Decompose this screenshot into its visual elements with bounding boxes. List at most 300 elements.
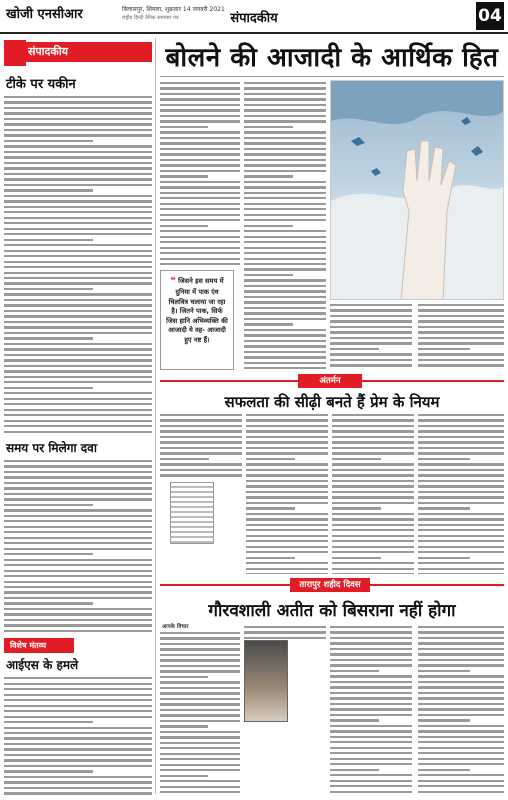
banner-title-1: सफलता की सीढ़ी बनते हैं प्रेम के नियम (224, 393, 440, 411)
text-line (160, 643, 240, 645)
text-line (4, 743, 152, 745)
text-line (160, 436, 242, 438)
text-line (4, 392, 152, 394)
text-line (4, 200, 152, 202)
text-line (244, 637, 326, 639)
b1-col-2 (246, 414, 328, 574)
text-line (418, 309, 504, 311)
text-line (4, 299, 152, 301)
text-line (4, 189, 93, 191)
text-line (330, 364, 412, 366)
text-line (244, 203, 326, 205)
text-line (160, 687, 240, 689)
text-line (244, 236, 326, 238)
text-line (332, 458, 381, 460)
text-line (160, 753, 240, 755)
headline-rule (160, 76, 504, 77)
section-title: संपादकीय (230, 11, 278, 26)
text-line (330, 648, 412, 650)
text-line (418, 730, 504, 732)
text-line (330, 348, 379, 350)
text-line (160, 164, 240, 166)
text-line (330, 653, 412, 655)
text-line (160, 236, 240, 238)
text-line (4, 195, 152, 197)
text-line (160, 252, 240, 254)
text-line (332, 425, 414, 427)
text-line (4, 694, 152, 696)
text-line (160, 709, 240, 711)
text-line (418, 664, 504, 666)
text-line (4, 162, 152, 164)
text-line (244, 279, 326, 281)
text-line (246, 419, 328, 421)
text-line (244, 159, 326, 161)
text-line (160, 208, 240, 210)
text-line (160, 676, 208, 678)
text-line (330, 714, 412, 716)
text-line (4, 184, 152, 186)
text-line (418, 741, 504, 743)
text-line (244, 197, 326, 199)
text-line (418, 648, 504, 650)
text-line (244, 312, 326, 314)
text-line (418, 320, 504, 322)
text-line (160, 654, 240, 656)
text-line (418, 458, 470, 460)
text-line (244, 626, 326, 628)
editorial-section-header (4, 38, 152, 68)
text-line (246, 463, 328, 465)
quote-mark-icon: ❝ (170, 276, 176, 286)
text-line (418, 502, 504, 504)
text-line (418, 769, 470, 771)
text-line (4, 759, 152, 761)
text-line (330, 774, 412, 776)
text-line (4, 737, 152, 739)
memorial-photo (244, 640, 288, 722)
text-line (160, 98, 240, 100)
text-line (332, 562, 414, 564)
text-line (160, 791, 240, 793)
text-line (332, 518, 414, 520)
text-line (4, 553, 93, 555)
editorial-title: टीके पर यकीन (6, 77, 76, 92)
text-line (418, 430, 504, 432)
text-line (418, 364, 504, 366)
text-line (418, 659, 504, 661)
text-line (418, 419, 504, 421)
pull-quote (160, 270, 234, 370)
text-line (4, 531, 152, 533)
text-line (244, 181, 326, 183)
text-line (418, 513, 504, 515)
text-line (244, 290, 326, 292)
text-line (160, 115, 240, 117)
text-line (418, 546, 504, 548)
text-line (330, 631, 412, 633)
text-line (332, 502, 414, 504)
text-line (160, 692, 240, 694)
text-line (244, 323, 293, 325)
text-line (246, 425, 328, 427)
text-line (244, 367, 326, 369)
text-line (4, 337, 93, 339)
text-line (4, 575, 152, 577)
text-line (4, 630, 152, 632)
text-line (4, 792, 152, 794)
text-line (332, 540, 414, 542)
text-line (160, 175, 208, 177)
text-line (160, 214, 240, 216)
text-line (244, 329, 326, 331)
text-line (330, 664, 412, 666)
text-line (418, 747, 504, 749)
text-line (246, 496, 328, 498)
text-line (330, 309, 412, 311)
edition-date: बिलासपुर, शिमला, शुक्रवार 14 जनवरी 2021 (122, 6, 225, 13)
text-line (160, 142, 240, 144)
text-line (4, 537, 152, 539)
text-line (4, 721, 93, 723)
text-line (418, 491, 504, 493)
article-col-1 (160, 82, 240, 266)
text-line (332, 551, 414, 553)
text-line (160, 736, 240, 738)
text-line (332, 436, 414, 438)
text-line (246, 524, 328, 526)
text-line (246, 540, 328, 542)
text-line (4, 515, 152, 517)
text-line (4, 107, 152, 109)
text-line (160, 670, 240, 672)
text-line (418, 447, 504, 449)
text-line (244, 263, 326, 265)
text-line (332, 469, 414, 471)
text-line (160, 126, 208, 128)
text-line (4, 277, 152, 279)
story-title: समय पर मिलेगा दवा (6, 440, 97, 455)
text-line (244, 104, 326, 106)
text-line (4, 403, 152, 405)
b2-col-3 (330, 626, 412, 796)
text-line (4, 564, 152, 566)
text-line (4, 688, 152, 690)
text-line (160, 742, 240, 744)
text-line (4, 570, 152, 572)
text-line (160, 181, 240, 183)
text-line (160, 447, 242, 449)
text-line (160, 93, 240, 95)
text-line (332, 568, 414, 570)
text-line (4, 542, 152, 544)
text-line (244, 247, 326, 249)
text-line (4, 332, 152, 334)
text-line (418, 469, 504, 471)
text-line (244, 356, 326, 358)
article-col-3 (330, 304, 412, 370)
text-line (4, 431, 152, 433)
text-line (160, 747, 240, 749)
text-line (160, 186, 240, 188)
text-line (4, 134, 152, 136)
text-line (330, 719, 379, 721)
text-line (418, 463, 504, 465)
text-line (332, 535, 414, 537)
text-line (4, 699, 152, 701)
text-line (332, 529, 414, 531)
text-line (244, 241, 326, 243)
text-line (418, 692, 504, 694)
text-line (4, 326, 152, 328)
text-line (244, 148, 326, 150)
text-line (244, 318, 326, 320)
text-line (418, 708, 504, 710)
text-line (330, 736, 412, 738)
text-line (4, 526, 152, 528)
text-line (246, 469, 328, 471)
text-line (418, 573, 504, 574)
story-body (4, 460, 152, 632)
text-line (332, 463, 414, 465)
newspaper-logo: खोजी एनसीआर (6, 7, 83, 22)
text-line (160, 665, 240, 667)
text-line (418, 642, 504, 644)
text-line (418, 540, 504, 542)
text-line (330, 785, 412, 787)
text-line (4, 151, 152, 153)
text-line (160, 764, 240, 766)
text-line (244, 98, 326, 100)
text-line (4, 140, 93, 142)
text-line (244, 153, 326, 155)
text-line (4, 770, 93, 772)
text-line (4, 581, 152, 583)
text-line (418, 714, 504, 716)
text-line (330, 730, 412, 732)
text-line (4, 476, 152, 478)
text-line (4, 387, 93, 389)
pull-quote-text: जिसने इस समय में दुनिया में पाक एंव चिलवित्र चलाया जा रहा है। जितने पाक, सिर्फ जिस हानि अभिव्यक्ति की आजादी ये वह- आजादी हुए नष्ट हैं। (166, 277, 228, 344)
text-line (246, 441, 328, 443)
text-line (332, 485, 414, 487)
text-line (4, 465, 152, 467)
text-line (418, 441, 504, 443)
text-line (246, 529, 328, 531)
text-line (4, 365, 152, 367)
text-line (160, 698, 240, 700)
text-line (418, 758, 504, 760)
editorial-label: संपादकीय (18, 42, 152, 62)
text-line (160, 425, 242, 427)
text-line (330, 320, 412, 322)
text-line (4, 398, 152, 400)
b2-col-4 (418, 626, 504, 796)
text-line (244, 175, 293, 177)
text-line (246, 507, 295, 509)
text-line (418, 791, 504, 793)
text-line (332, 507, 381, 509)
text-line (4, 420, 152, 422)
text-line (4, 359, 152, 361)
text-line (330, 359, 412, 361)
text-line (418, 736, 504, 738)
text-line (332, 513, 414, 515)
text-line (330, 758, 412, 760)
text-line (330, 752, 412, 754)
text-line (4, 754, 152, 756)
text-line (4, 591, 152, 593)
text-line (160, 230, 240, 232)
text-line (332, 474, 414, 476)
column-divider (155, 38, 156, 794)
text-line (418, 485, 504, 487)
text-line (4, 282, 152, 284)
text-line (330, 703, 412, 705)
text-line (246, 447, 328, 449)
text-line (160, 758, 240, 760)
text-line (160, 414, 242, 416)
text-line (330, 675, 412, 677)
text-line (332, 546, 414, 548)
text-line (246, 491, 328, 493)
text-line (418, 507, 470, 509)
text-line (244, 268, 326, 270)
text-line (160, 419, 242, 421)
text-line (160, 159, 240, 161)
text-line (4, 765, 152, 767)
text-line (244, 87, 326, 89)
text-line (4, 348, 152, 350)
text-line (160, 720, 240, 722)
tagline: राष्ट्रीय हिन्दी दैनिक समाचार पत्र (122, 15, 179, 21)
text-line (4, 381, 152, 383)
text-line (244, 137, 326, 139)
text-line (4, 781, 152, 783)
text-line (4, 211, 152, 213)
text-line (160, 474, 242, 476)
text-line (160, 458, 209, 460)
text-line (160, 430, 242, 432)
text-line (332, 441, 414, 443)
text-line (330, 331, 412, 333)
text-line (244, 214, 326, 216)
text-line (4, 255, 152, 257)
text-line (418, 675, 504, 677)
text-line (246, 546, 328, 548)
text-line (244, 345, 326, 347)
text-line (160, 731, 240, 733)
text-line (332, 524, 414, 526)
text-line (4, 597, 152, 599)
text-line (418, 653, 504, 655)
text-line (246, 502, 328, 504)
text-line (332, 496, 414, 498)
text-line (244, 307, 326, 309)
text-line (418, 535, 504, 537)
text-line (418, 763, 504, 765)
text-line (160, 225, 208, 227)
text-line (244, 93, 326, 95)
text-line (4, 776, 152, 778)
text-line (244, 219, 326, 221)
text-line (330, 686, 412, 688)
text-line (330, 681, 412, 683)
text-line (244, 285, 326, 287)
text-line (244, 186, 326, 188)
text-line (418, 780, 504, 782)
text-line (244, 351, 326, 353)
text-line (244, 340, 326, 342)
text-line (160, 120, 240, 122)
text-line (4, 261, 152, 263)
text-line (160, 109, 240, 111)
text-line (160, 786, 240, 788)
text-line (4, 96, 152, 98)
text-line (418, 337, 504, 339)
text-line (4, 288, 93, 290)
text-line (4, 498, 152, 500)
text-line (160, 648, 240, 650)
b2-col-1 (160, 632, 240, 796)
text-line (332, 557, 381, 559)
text-line (4, 548, 152, 550)
text-line (246, 551, 328, 553)
text-line (330, 304, 412, 306)
text-line (4, 727, 152, 729)
opinion-label: आपके विचार (162, 624, 189, 630)
text-line (4, 608, 152, 610)
text-line (160, 197, 240, 199)
text-line (246, 513, 328, 515)
text-line (160, 769, 240, 771)
text-line (244, 334, 326, 336)
text-line (4, 304, 152, 306)
text-line (4, 233, 152, 235)
text-line (160, 263, 240, 265)
text-line (246, 485, 328, 487)
text-line (160, 463, 242, 465)
text-line (4, 409, 152, 411)
text-line (4, 710, 152, 712)
banner-tab-tarapur: तारापुर शहीद दिवस (290, 578, 370, 592)
text-line (4, 222, 152, 224)
text-line (160, 775, 208, 777)
text-line (4, 343, 152, 345)
text-line (332, 480, 414, 482)
text-line (418, 785, 504, 787)
left-column (4, 38, 152, 796)
text-line (332, 573, 414, 574)
article-photo (330, 80, 504, 300)
text-line (4, 228, 152, 230)
text-line (4, 167, 152, 169)
text-line (160, 219, 240, 221)
text-line (418, 474, 504, 476)
text-line (4, 376, 152, 378)
text-line (330, 763, 412, 765)
text-line (160, 148, 240, 150)
text-line (244, 164, 326, 166)
editorial-body (4, 96, 152, 433)
text-line (244, 225, 293, 227)
text-line (244, 301, 326, 303)
text-line (418, 359, 504, 361)
text-line (4, 156, 152, 158)
text-line (418, 524, 504, 526)
text-line (4, 732, 152, 734)
text-line (332, 414, 414, 416)
